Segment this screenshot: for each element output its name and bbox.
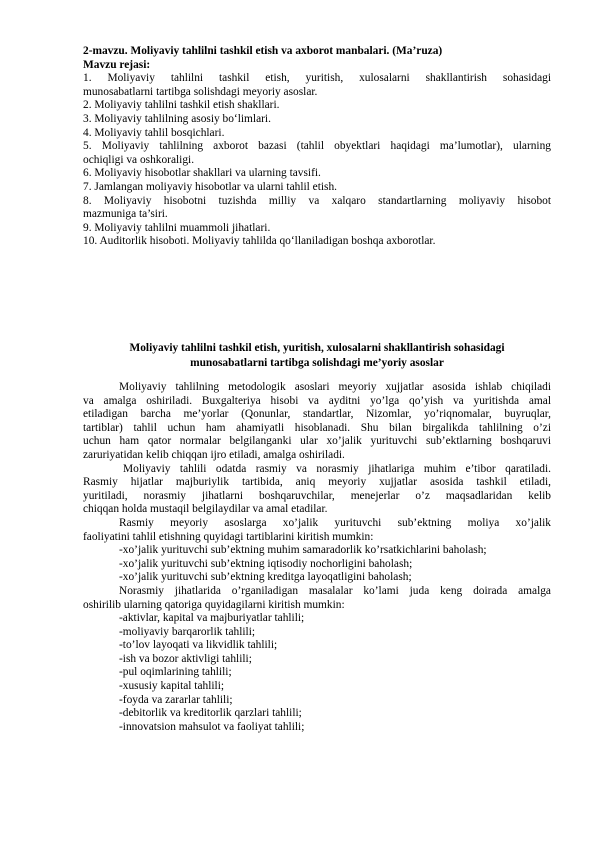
plan-item-9: 9. Moliyaviy tahlilni muammoli jihatlari. — [83, 221, 271, 234]
paragraph-line: etiladigan barcha me’yorlar (Qonunlar, standartlar, Nizomlar, yo’riqnomalar, buyruqlar, — [83, 408, 551, 421]
list-item: -xo’jalik yurituvchi sub’ektning muhim samaradorlik ko’rsatkichlarini baholash; — [119, 544, 487, 557]
plan-item-4: 4. Moliyaviy tahlil bosqichlari. — [83, 126, 225, 139]
plan-item-line: 8. Moliyaviy hisobotni tuzishda milliy va xalqaro standartlarning moliyaviy hisobot — [83, 194, 551, 207]
plan-item-line: mazmuniga ta’siri. — [83, 208, 168, 221]
paragraph-3 — [83, 517, 551, 544]
plan-item-2: 2. Moliyaviy tahlilni tashkil etish shakllari. — [83, 99, 280, 112]
plan-label: Mavzu rejasi: — [83, 58, 151, 71]
plan-item-8 — [83, 195, 551, 222]
section-body — [83, 381, 551, 734]
topic-title: 2-mavzu. Moliyaviy tahlilni tashkil etish va axborot manbalari. (Ma’ruza) — [83, 45, 443, 57]
list-item: -moliyaviy barqarorlik tahlili; — [119, 625, 256, 638]
paragraph-line: Norasmiy jihatlarida o’rganiladigan masalalar ko’lami juda keng doirada amalga — [119, 584, 551, 597]
topic-header — [83, 45, 551, 249]
list-item: -to’lov layoqati va likvidlik tahlili; — [119, 639, 278, 652]
list-item: -debitorlik va kreditorlik qarzlari tahlili; — [119, 707, 302, 720]
paragraph-line: uchun ham qator normalar belgilanganki ular xo’jalik yurituvchi sub’ektlarning boshqaruvi — [83, 435, 551, 448]
paragraph-line: chiqqan holda mustaqil belgilaydilar va amal etadilar. — [83, 503, 328, 516]
bullet-list-2 — [83, 612, 551, 734]
list-item: -foyda va zararlar tahlili; — [119, 693, 233, 706]
list-item: -pul oqimlarining tahlili; — [119, 666, 232, 679]
section-heading-line: Moliyaviy tahlilni tashkil etish, yuritish, xulosalarni shakllantirish sohasidagi — [129, 342, 505, 354]
plan-item-5 — [83, 140, 551, 167]
list-item: -xo’jalik yurituvchi sub’ektning kreditga layoqatligini baholash; — [119, 571, 412, 584]
paragraph-line: va amalga oshiriladi. Buxgalteriya hisobi va ayditni yo’lga qo’yish va yuritishda amal — [83, 394, 551, 407]
plan-item-line: 5. Moliyaviy tahlilning axborot bazasi (tahlil obyektlari haqidagi ma’lumotlar), ularning — [83, 140, 551, 153]
paragraph-1 — [83, 381, 551, 463]
plan-item-line: 1. Moliyaviy tahlilni tashkil etish, yuritish, xulosalarni shakllantirish sohasidagi — [83, 72, 551, 85]
plan-item-1 — [83, 72, 551, 99]
plan-item-7: 7. Jamlangan moliyaviy hisobotlar va ularni tahlil etish. — [83, 180, 338, 193]
paragraph-line: Moliyaviy tahlili odatda rasmiy va norasmiy jihatlariga muhim e’tibor qaratiladi. — [123, 462, 551, 475]
list-item: -aktivlar, kapital va majburiyatlar tahlili; — [119, 612, 305, 625]
plan-item-line: munosabatlarni tartibga solishdagi meyoriy asoslar. — [83, 85, 318, 98]
list-item: -innovatsion mahsulot va faoliyat tahlili; — [119, 720, 305, 733]
list-item: -xususiy kapital tahlili; — [119, 680, 225, 693]
paragraph-4 — [83, 585, 551, 612]
paragraph-line: tartiblar) tahlil uchun ham ahamiyatli hisoblanadi. Shu bilan birgalikda tahlilning o’zi — [83, 421, 551, 434]
section-heading — [83, 341, 551, 371]
paragraph-line: oshirilib ularning qatoriga quyidagilarni kiritish mumkin: — [83, 598, 345, 611]
section-heading-line: munosabatlarni tartibga solishdagi me’yoriy asoslar — [190, 357, 444, 369]
paragraph-line: Rasmiy hijatlar majburiylik tartibida, aniq meyoriy xujjatlar asosida tashkil etiladi, — [83, 476, 551, 489]
paragraph-line: faoliyatini tahlil etishning quyidagi tartiblarini kiritish mumkin: — [83, 530, 374, 543]
paragraph-line: zaruriyatidan kelib chiqqan ijro etiladi, amalga oshiriladi. — [83, 448, 345, 461]
paragraph-line: Rasmiy meyoriy asoslarga xo’jalik yurituvchi sub’ektning moliya xo’jalik — [119, 516, 551, 529]
list-item: -xo’jalik yurituvchi sub’ektning iqtisodiy nochorligini baholash; — [119, 557, 413, 570]
plan-item-6: 6. Moliyaviy hisobotlar shakllari va ularning tavsifi. — [83, 167, 321, 180]
paragraph-line: yuritiladi, norasmiy jihatlarni boshqaruvchilar, menejerlar o’z maqsadlaridan kelib — [83, 489, 551, 502]
plan-item-3: 3. Moliyaviy tahlilning asosiy bo‘limlari. — [83, 112, 271, 125]
bullet-list-1 — [83, 544, 551, 585]
paragraph-line: Moliyaviy tahlilning metodologik asoslari meyoriy xujjatlar asosida ishlab chiqiladi — [119, 381, 551, 393]
paragraph-2 — [83, 463, 551, 517]
list-item: -ish va bozor aktivligi tahlili; — [119, 652, 252, 665]
plan-item-10: 10. Auditorlik hisoboti. Moliyaviy tahlilda qo‘llaniladigan boshqa axborotlar. — [83, 235, 436, 248]
plan-item-line: ochiqligi va oshkoraligi. — [83, 153, 195, 166]
